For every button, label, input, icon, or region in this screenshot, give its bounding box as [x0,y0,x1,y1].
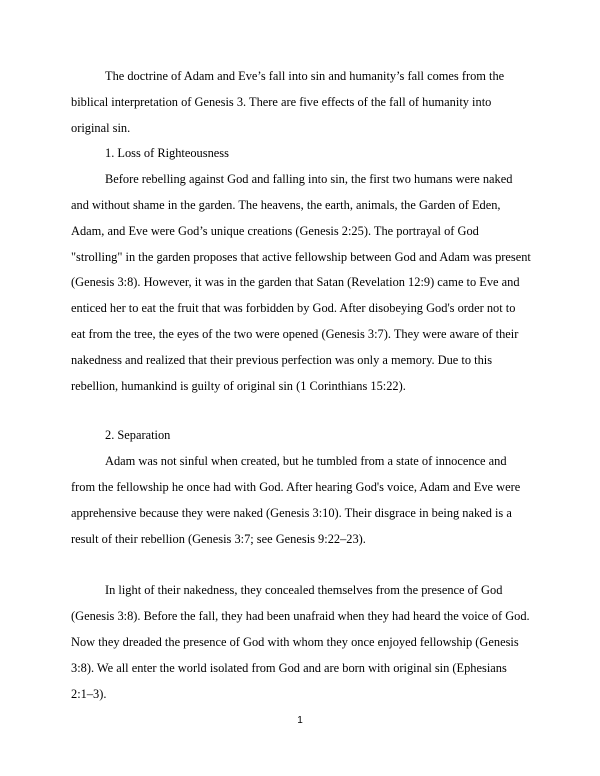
heading-loss-of-righteousness: 1. Loss of Righteousness [105,146,229,161]
paragraph-separation-2: In light of their nakedness, they concealed themselves from the presence of God (Genesis 3:8). Before the fall, they had been unafraid when they had heard the voice of God. Now they dreaded the presence of God with whom they once enjoyed fellowship (Genesis 3:8). We all enter the world isolated from God and are born with original sin (Ephesians 2:1–3). [71,583,530,701]
intro-paragraph: The doctrine of Adam and Eve’s fall into sin and humanity’s fall comes from the biblical interpretation of Genesis 3. There are five effects of the fall of humanity into original sin. [71,69,505,135]
paragraph-loss-of-righteousness: Before rebelling against God and falling into sin, the first two humans were naked and without shame in the garden. The heavens, the earth, animals, the Garden of Eden, Adam, and Eve were God’s unique creations (Genesis 2:25). The portrayal of God "strolling" in the garden proposes that active fellowship between God and Adam was present (Genesis 3:8). However, it was in the garden that Satan (Revelation 12:9) came to Eve and enticed her to eat the fruit that was forbidden by God. After disobeying God's order not to eat from the tree, the eyes of the two were opened (Genesis 3:7). They were aware of their nakedness and realized that their previous perfection was only a memory. Due to this rebellion, humankind is guilty of original sin (1 Corinthians 15:22). [71,172,531,393]
body-text [71,64,531,707]
heading-separation: 2. Separation [105,428,171,443]
paragraph-separation-1: Adam was not sinful when created, but he tumbled from a state of innocence and from the fellowship he once had with God. After hearing God's voice, Adam and Eve were apprehensive because they were naked (Genesis 3:10). Their disgrace in being naked is a result of their rebellion (Genesis 3:7; see Genesis 9:22–23). [71,454,521,546]
page-number: 1 [297,715,303,726]
